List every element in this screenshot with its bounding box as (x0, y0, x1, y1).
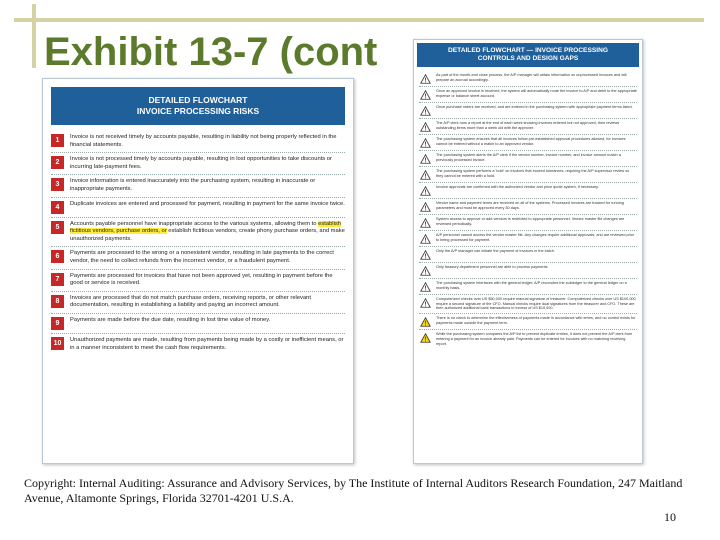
control-text: Vendor name and payment terms are received on all of the systems. Processed invoices are tracked for running parameters and must be approved every 30 days. (436, 201, 624, 210)
risk-text (70, 221, 345, 244)
slide-title: Exhibit 13-7 (cont (44, 30, 378, 74)
control-item (419, 262, 637, 278)
control-text: The purchasing system alerts the A/P clerk if the vendor number, invoice number, and invoice amount match a previously processed invoice. (436, 153, 621, 162)
warning-triangle-icon (419, 217, 431, 228)
copyright-note: Copyright: Internal Auditing: Assurance and Advisory Services, by The Institute of Internal Auditors Research Foundation, 247 Maitland Avenue, Altamonte Springs, Florida 32701-4201 U.S.A. (24, 476, 683, 505)
control-item (419, 182, 637, 198)
risk-number-badge: 8 (51, 295, 64, 308)
control-text: The A/P clerk runs a report at the end of each week showing invoices entered but not approved, then reviews outstanding items more than a week old with the approver. (436, 121, 620, 130)
risk-text: Invoice is not received timely by accounts payable, resulting in liability not being properly reflected in the financial statements. (70, 134, 337, 148)
risk-text-after: establish fictitious vendors, create phony purchase orders, and make unauthorized payments. (70, 228, 345, 242)
risk-text: Invoice information is entered inaccurately into the purchasing system, resulting in inaccurate or inappropriate payments. (70, 178, 316, 192)
risk-item (51, 217, 345, 247)
risk-text: Invoices are processed that do not match purchase orders, receiving reports, or other relevant documentation, resulting in establishing a liability and paying an incorrect amount. (70, 294, 312, 309)
risk-number-badge: 3 (51, 178, 64, 191)
controls-list (419, 71, 637, 348)
risks-flowchart-image (42, 78, 354, 464)
control-item (419, 214, 637, 230)
page-number: 10 (664, 510, 676, 524)
risk-text: Duplicate invoices are entered and processed for payment, resulting in payment for the same invoice twice. (70, 200, 345, 207)
control-item (419, 313, 637, 329)
decorative-left-line (32, 4, 36, 68)
warning-triangle-icon (419, 265, 431, 276)
risks-header-line1: DETAILED FLOWCHART (148, 95, 248, 105)
risk-item (51, 291, 345, 313)
warning-triangle-icon (419, 137, 431, 148)
warning-triangle-icon (419, 281, 431, 292)
risk-number-badge: 6 (51, 250, 64, 263)
warning-triangle-icon (419, 153, 431, 164)
warning-triangle-icon (419, 233, 431, 244)
control-text: Only the A/P manager can initiate the payment of invoices in the batch. (436, 249, 555, 253)
risks-header (51, 87, 345, 125)
risk-number-badge: 1 (51, 134, 64, 147)
warning-triangle-icon (419, 249, 431, 260)
control-item (419, 102, 637, 118)
risk-text: Payments are made before the due date, resulting in lost time value of money. (70, 316, 271, 323)
warning-triangle-icon (419, 169, 431, 180)
control-item (419, 71, 637, 86)
risks-list (51, 131, 345, 355)
risk-item (51, 246, 345, 268)
risk-number-badge: 5 (51, 221, 64, 234)
risk-text-highlighted: establish fictitious vendors, purchase orders, or (70, 220, 342, 235)
risk-item (51, 269, 345, 291)
risk-item (51, 313, 345, 333)
warning-triangle-icon (419, 316, 431, 327)
risk-text-before: Accounts payable personnel have inappropriate access to the various systems, allowing them to (70, 220, 319, 227)
control-item (419, 246, 637, 262)
control-text: Once an approved invoice is received, the system will automatically route the invoice to A/P and debit to the appropriate expense or balance sheet account. (436, 89, 637, 98)
control-text: Computerized checks over US $50,000 require manual signature of treasurer. Computerized checks over US $100,000 require a second signature of the CFO. Manual checks require dual signatures from the treasurer and CFO. These are then authorized additional bank transactions in excess of US $10,000. (436, 297, 636, 311)
control-text: The purchasing system ensures that all invoices follow pre-established approval procedures allowed, for invoices cannot be entered without a match to an approved vendor. (436, 137, 626, 146)
control-item (419, 230, 637, 246)
control-text: Once purchase orders are received, and are entered in the purchasing system with appropriate payment terms listed. (436, 105, 633, 109)
control-text: While the purchasing system compares the A/P list to prevent duplicate entries, it does not prevent the A/P clerk from entering a payment for an invoice already paid. Payments can be entered for invoices with no matching receiving report. (436, 332, 633, 346)
control-item (419, 86, 637, 102)
risk-item (51, 131, 345, 152)
controls-header-line2: CONTROLS AND DESIGN GAPS (477, 55, 579, 62)
warning-triangle-icon (419, 73, 431, 84)
control-item (419, 329, 637, 348)
warning-triangle-icon (419, 121, 431, 132)
warning-triangle-icon (419, 185, 431, 196)
warning-triangle-icon (419, 332, 431, 343)
control-item (419, 294, 637, 313)
risk-number-badge: 7 (51, 273, 64, 286)
risk-text: Payments are processed to the wrong or a nonexistent vendor, resulting in late payments to the correct vendor, the need to collect refunds from the incorrect vendor, or a fraudulent payment. (70, 250, 334, 264)
warning-triangle-icon (419, 201, 431, 212)
control-text: The purchasing system interfaces with the general ledger; A/P reconciles the subledger to the general ledger on a monthly basis. (436, 281, 627, 290)
control-text: System access to approve or add vendors is restricted to appropriate personnel. Vendor master file changes are reviewed periodically. (436, 217, 625, 226)
warning-triangle-icon (419, 297, 431, 308)
control-text: Invoice approvals are confirmed with the authorized vendor and price quote system, if necessary. (436, 185, 599, 189)
risk-item (51, 333, 345, 355)
control-text: There is no check to determine the effectiveness of payments made in accordance with terms, and no control exists for payments made outside the payment term. (436, 316, 636, 325)
control-item (419, 118, 637, 134)
control-item (419, 166, 637, 182)
control-text: Only treasury department personnel are able to process payments. (436, 265, 549, 269)
decorative-top-line (14, 18, 704, 22)
control-item (419, 134, 637, 150)
control-item (419, 198, 637, 214)
risk-item (51, 174, 345, 196)
risk-text: Invoice is not processed timely by accounts payable, resulting in lost opportunities to take discounts or incurring late-payment fees. (70, 156, 332, 170)
control-text: The purchasing system performs a 'hold' on invoices that exceed tolerances, requiring the A/P supervisor review so they cannot be entered with a hold. (436, 169, 630, 178)
control-text: A/P personnel cannot access the vendor master file. Any changes require additional approvals, and are reviewed prior to being processed for payment. (436, 233, 635, 242)
warning-triangle-icon (419, 105, 431, 116)
risk-number-badge: 2 (51, 156, 64, 169)
risk-number-badge: 4 (51, 201, 64, 214)
control-text: As part of the month-end close process, the A/P manager will obtain information on unprocessed invoices and will prepare an accrual accordingly. (436, 73, 627, 82)
risk-text: Payments are processed for invoices that have not been approved yet, resulting in payment before the good or service is received. (70, 272, 333, 287)
risks-header-line2: INVOICE PROCESSING RISKS (136, 106, 260, 116)
warning-triangle-icon (419, 89, 431, 100)
controls-flowchart-image (413, 39, 643, 464)
risk-item (51, 197, 345, 217)
risk-number-badge: 10 (51, 337, 64, 350)
risk-item (51, 152, 345, 174)
risk-number-badge: 9 (51, 317, 64, 330)
control-item (419, 278, 637, 294)
control-item (419, 150, 637, 166)
risk-text: Unauthorized payments are made, resulting from payments being made by a costly or inefficient means, or in a manner inconsistent to meet the cash flow requirements. (70, 336, 344, 351)
controls-header-line1: DETAILED FLOWCHART — INVOICE PROCESSING (448, 47, 608, 54)
controls-header (417, 43, 639, 67)
